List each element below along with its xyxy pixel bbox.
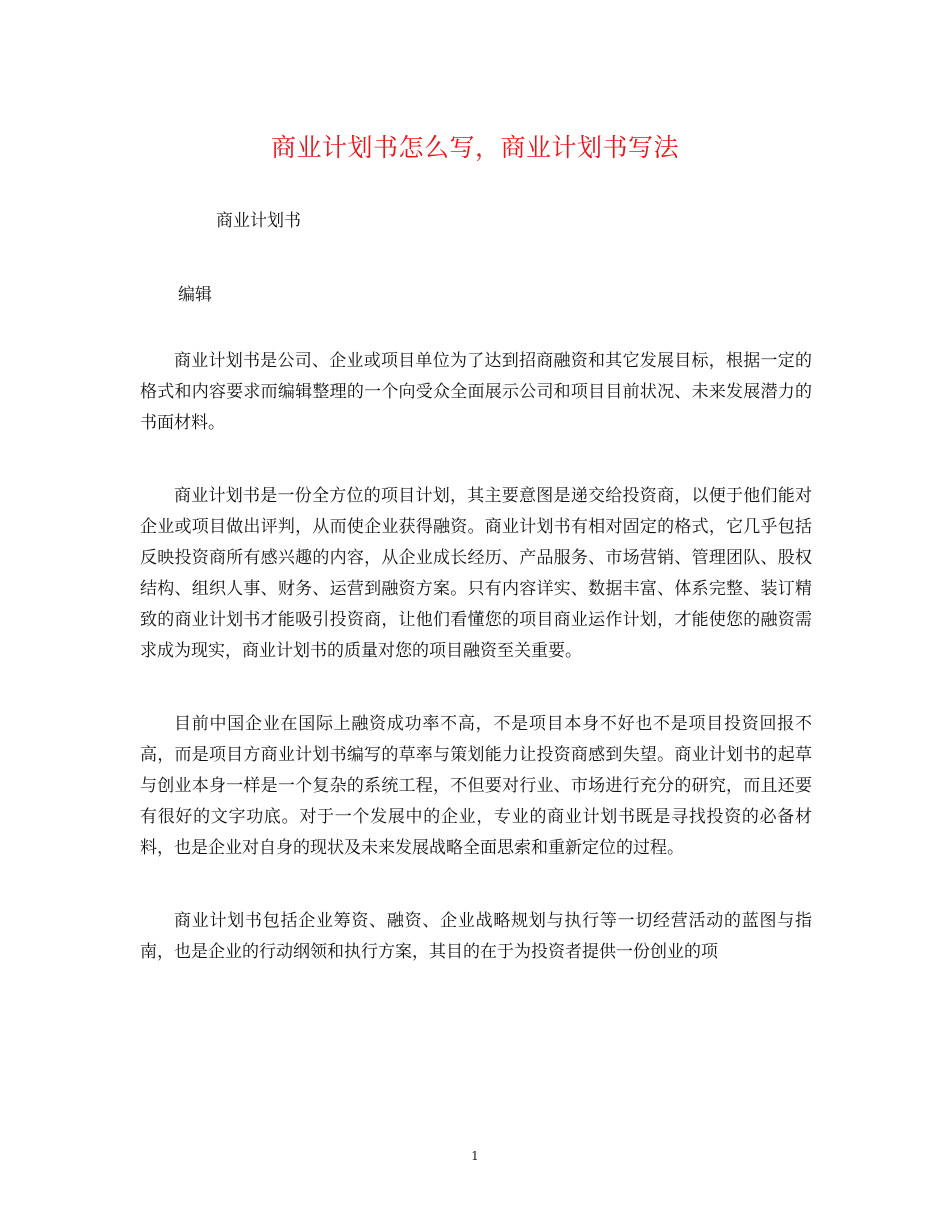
paragraph-1: 商业计划书是公司、企业或项目单位为了达到招商融资和其它发展目标，根据一定的格式和内容要求而编辑整理的一个向受众全面展示公司和项目目前状况、未来发展潜力的书面材料。 [140,351,812,433]
paragraph-4: 商业计划书包括企业筹资、融资、企业战略规划与执行等一切经营活动的蓝图与指南，也是企业的行动纲领和执行方案，其目的在于为投资者提供一份创业的项 [140,911,812,962]
page-number: 1 [471,1149,479,1163]
paragraph-2: 商业计划书是一份全方位的项目计划，其主要意图是递交给投资商，以便于他们能对企业或项目做出评判，从而使企业获得融资。商业计划书有相对固定的格式，它几乎包括反映投资商所有感兴趣的内容，从企业成长经历、产品服务、市场营销、管理团队、股权结构、组织人事、财务、运营到融资方案。只有内容详实、数据丰富、体系完整、装订精致的商业计划书才能吸引投资商，让他们看懂您的项目商业运作计划，才能使您的融资需求成为现实，商业计划书的质量对您的项目融资至关重要。 [140,486,812,661]
document-body [140,346,812,1010]
paragraph-3: 目前中国企业在国际上融资成功率不高，不是项目本身不好也不是项目投资回报不高，而是项目方商业计划书编写的草率与策划能力让投资商感到失望。商业计划书的起草与创业本身一样是一个复杂的系统工程，不但要对行业、市场进行充分的研究，而且还要有很好的文字功底。对于一个发展中的企业，专业的商业计划书既是寻找投资的必备材料，也是企业对自身的现状及未来发展战略全面思索和重新定位的过程。 [140,714,812,858]
page-title: 商业计划书怎么写，商业计划书写法 [270,133,679,162]
section-subheading: 商业计划书 [216,211,301,231]
edit-label: 编辑 [178,285,212,305]
